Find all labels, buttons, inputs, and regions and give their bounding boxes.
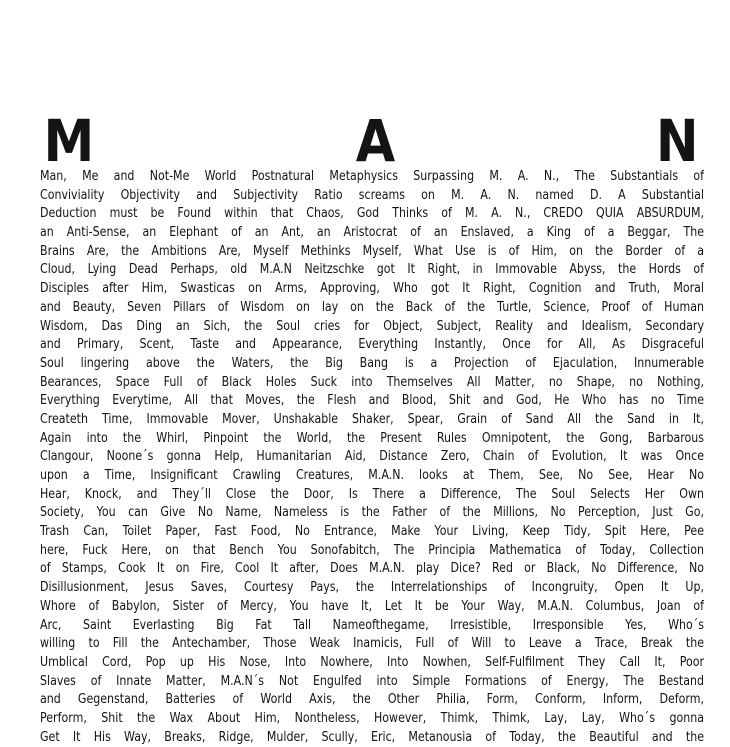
text-line: upon a Time, Insignificant Crawling Creatures, M.A.N. looks at Them, See, No See, Hear No <box>40 468 704 483</box>
text-line: here, Fuck Here, on that Bench You Sonofabitch, The Principia Mathematica of Today, Collection <box>40 542 704 558</box>
title-letter-m: M <box>43 107 95 175</box>
text-line: Trash Can, Toilet Paper, Fast Food, No Entrance, Make Your Living, Keep Tidy, Spit Here, Pee <box>40 524 704 540</box>
text-line: Again into the Whirl, Pinpoint the World, the Present Rules Omnipotent, the Gong, Barbarous <box>40 430 704 446</box>
text-line: Society, You can Give No Name, Nameless is the Father of the Millions, No Perception, Just Go, <box>40 505 704 521</box>
text-line: willing to Fill the Antechamber, Those Weak Inamicis, Full of Will to Leave a Trace, Break the <box>40 636 704 652</box>
text-line: and Gegenstand, Batteries of World Axis, the Other Philia, Form, Conform, Inform, Deform, <box>40 692 704 708</box>
text-line: Clangour, Noone´s gonna Help, Humanitarian Aid, Distance Zero, Chain of Evolution, It was Once <box>40 449 704 465</box>
text-line: Man, Me and Not-Me World Postnatural Metaphysics Surpassing M. A. N., The Substantials of <box>40 169 704 184</box>
title <box>40 107 702 175</box>
text-line: Slaves of Innate Matter, M.A.N´s Not Engulfed into Simple Formations of Energy, The Bestand <box>40 673 704 689</box>
text-line: Createth Time, Immovable Mover, Unshakable Shaker, Spear, Grain of Sand All the Sand in It, <box>40 411 704 427</box>
text-line: Brains Are, the Ambitions Are, Myself Methinks Myself, What Use is of Him, on the Border of a <box>40 243 704 259</box>
text-line: Cloud, Lying Dead Perhaps, old M.A.N Neitzschke got It Right, in Immovable Abyss, the Hords of <box>40 262 704 278</box>
text-line: Arc, Saint Everlasting Big Fat Tall Nameofthegame, Irresistible, Irresponsible Yes, Who´s <box>40 617 704 633</box>
text-line: Conviviality Objectivity and Subjectivity Ratio screams on M. A. N. named D. A Substantial <box>40 187 704 203</box>
text-line: Soul lingering above the Waters, the Big Bang is a Projection of Ejaculation, Innumerable <box>40 355 704 371</box>
title-letter-a: A <box>355 107 396 175</box>
text-line: Umblical Cord, Pop up His Nose, Into Nowhere, Into Nowhen, Self-Fulfilment They Call It, Poor <box>40 654 704 670</box>
body-text <box>40 168 704 747</box>
text-line: Bearances, Space Full of Black Holes Suck into Themselves All Matter, no Shape, no Nothing, <box>40 374 704 390</box>
text-line: and Beauty, Seven Pillars of Wisdom on lay on the Back of the Turtle, Science, Proof of Human <box>40 299 704 315</box>
text-line: Perform, Shit the Wax About Him, Nontheless, However, Thimk, Thimk, Lay, Lay, Who´s gonna <box>40 710 704 726</box>
text-line: of Stamps, Cook It on Fire, Cool It after, Does M.A.N. play Dice? Red or Black, No Difference, No <box>40 561 704 577</box>
title-letter-n: N <box>656 107 700 175</box>
text-line: Everything Everytime, All that Moves, the Flesh and Blood, Shit and God, He Who has no Time <box>40 393 704 409</box>
text-line: Hear, Knock, and They´ll Close the Door, Is There a Difference, The Soul Selects Her Own <box>40 486 704 502</box>
text-line: Whore of Babylon, Sister of Mercy, You have It, Let It be Your Way, M.A.N. Columbus, Joan of <box>40 598 704 614</box>
text-line: Disillusionment, Jesus Saves, Courtesy Pays, the Interrelationships of Incongruity, Open It Up, <box>40 580 704 596</box>
text-line: an Anti-Sense, an Elephant of an Ant, an Aristocrat of an Enslaved, a King of a Beggar, The <box>40 225 704 241</box>
text-line: Get It His Way, Breaks, Ridge, Mulder, Scully, Eric, Metanousia of Today, the Beautiful and the <box>40 729 704 745</box>
text-line: Deduction must be Found within that Chaos, God Thinks of M. A. N., CREDO QUIA ABSURDUM, <box>40 206 704 222</box>
text-line: and Primary, Scent, Taste and Appearance, Everything Instantly, Once for All, As Disgraceful <box>40 337 704 353</box>
text-line: Disciples after Him, Swasticas on Arms, Approving, Who got It Right, Cognition and Truth, Moral <box>40 281 704 297</box>
text-line: Wisdom, Das Ding an Sich, the Soul cries for Object, Subject, Reality and Idealism, Secondary <box>40 318 704 334</box>
